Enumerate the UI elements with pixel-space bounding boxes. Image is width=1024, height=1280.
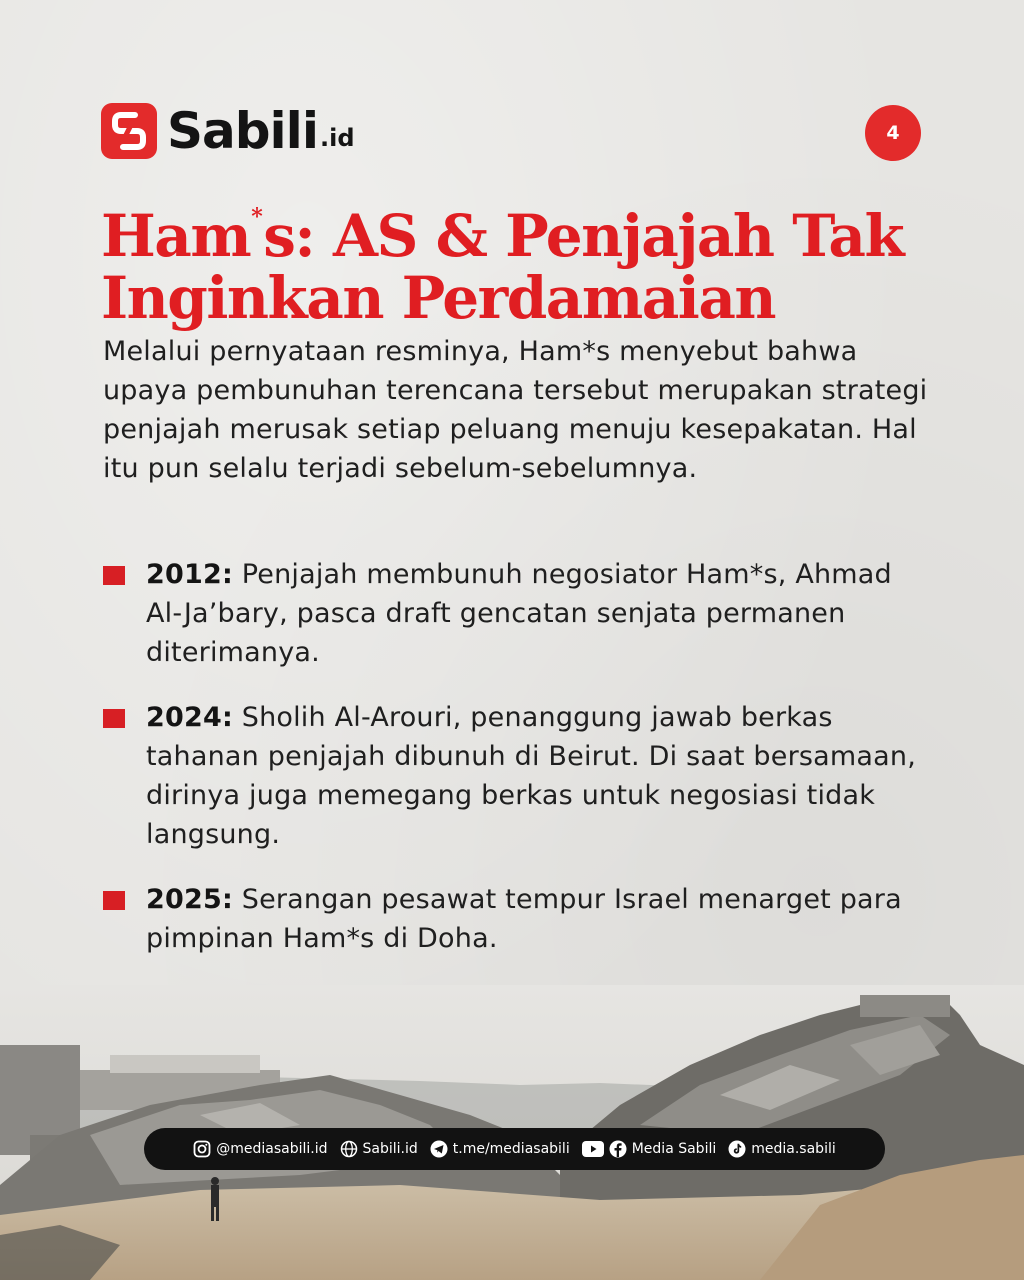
social-youtube-facebook[interactable] bbox=[582, 1140, 717, 1158]
website-url: Sabili.id bbox=[362, 1141, 418, 1157]
headline bbox=[101, 186, 961, 332]
telegram-icon bbox=[430, 1140, 448, 1158]
tiktok-icon bbox=[728, 1140, 746, 1158]
timeline-list bbox=[103, 555, 933, 984]
timeline-item bbox=[103, 880, 933, 958]
headline-line-1 bbox=[101, 186, 961, 270]
timeline-item bbox=[103, 555, 933, 672]
social-website[interactable] bbox=[340, 1140, 418, 1158]
social-telegram[interactable] bbox=[430, 1140, 570, 1158]
bullet-square-icon bbox=[103, 891, 125, 910]
social-tiktok[interactable] bbox=[728, 1140, 836, 1158]
headline-asterisk: * bbox=[251, 204, 262, 230]
facebook-icon bbox=[609, 1140, 627, 1158]
youtube-facebook-name: Media Sabili bbox=[631, 1141, 717, 1157]
timeline-year: 2024: bbox=[146, 702, 233, 733]
telegram-url: t.me/mediasabili bbox=[452, 1141, 570, 1157]
sabili-logo-icon bbox=[101, 103, 157, 159]
intro-paragraph: Melalui pernyataan resminya, Ham*s menyebut bahwa upaya pembunuhan terencana tersebut merupakan strategi penjajah merusak setiap peluang menuju kesepakatan. Hal itu pun selalu terjadi sebelum-sebelumnya. bbox=[103, 336, 928, 484]
timeline-text: Serangan pesawat tempur Israel menarget para pimpinan Ham*s di Doha. bbox=[146, 884, 902, 954]
globe-icon bbox=[340, 1140, 358, 1158]
instagram-handle: @mediasabili.id bbox=[216, 1141, 328, 1157]
tiktok-handle: media.sabili bbox=[751, 1141, 836, 1157]
social-instagram[interactable] bbox=[193, 1140, 327, 1158]
headline-line-2: Inginkan Perdamaian bbox=[101, 264, 776, 332]
headline-part: Ham bbox=[101, 202, 251, 270]
page-number-badge: 4 bbox=[865, 105, 921, 161]
brand-name: Sabili bbox=[167, 102, 318, 160]
instagram-icon bbox=[193, 1140, 211, 1158]
headline-part: s: AS & Penjajah Tak bbox=[263, 202, 904, 270]
timeline-year: 2012: bbox=[146, 559, 233, 590]
timeline-text: Sholih Al-Arouri, penanggung jawab berkas tahanan penjajah dibunuh di Beirut. Di saat bersamaan, dirinya juga memegang berkas untuk negosiasi tidak langsung. bbox=[146, 702, 916, 850]
timeline-year: 2025: bbox=[146, 884, 233, 915]
social-bar bbox=[144, 1128, 885, 1170]
timeline-text: Penjajah membunuh negosiator Ham*s, Ahmad Al-Ja’bary, pasca draft gencatan senjata permanen diterimanya. bbox=[146, 559, 892, 668]
bullet-square-icon bbox=[103, 566, 125, 585]
bullet-square-icon bbox=[103, 709, 125, 728]
timeline-item bbox=[103, 698, 933, 854]
brand-logo bbox=[101, 102, 355, 160]
brand-suffix: .id bbox=[319, 124, 355, 152]
youtube-icon bbox=[582, 1141, 604, 1157]
